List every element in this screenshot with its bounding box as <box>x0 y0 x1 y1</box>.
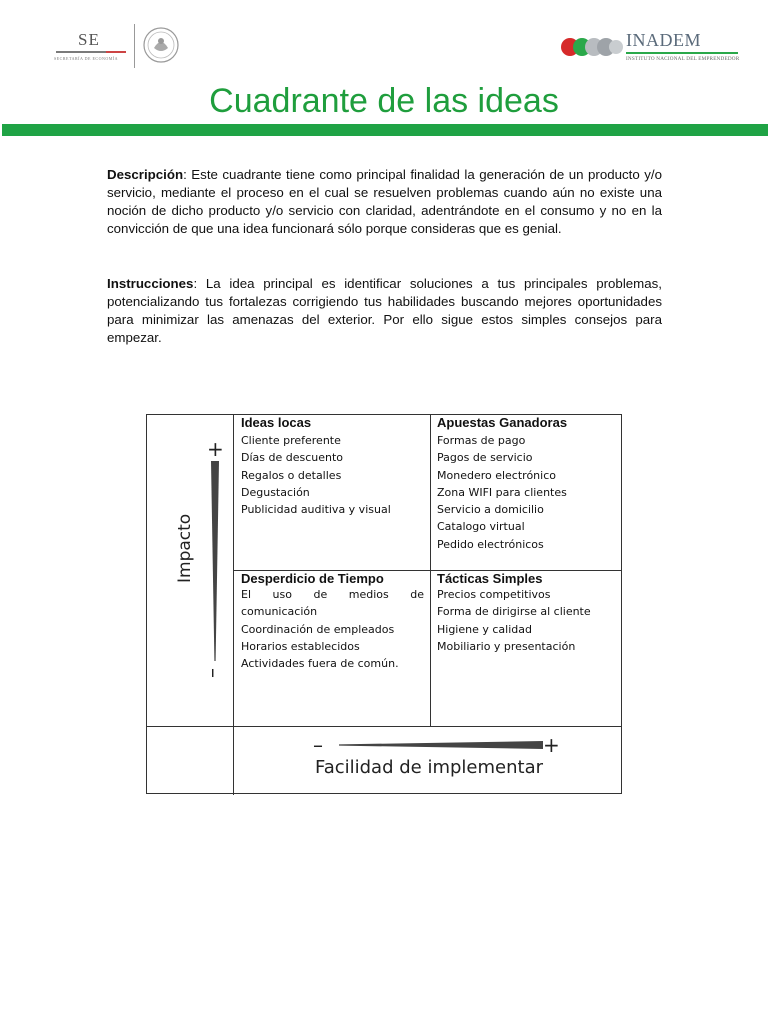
list-item: Formas de pago <box>437 434 526 447</box>
list-item: Precios competitivos <box>437 588 551 601</box>
inadem-logo <box>560 28 740 68</box>
axis-row-divider <box>147 726 622 727</box>
ideas-locas-list <box>241 432 391 518</box>
inadem-logo-subtitle: INSTITUTO NACIONAL DEL EMPRENDEDOR <box>626 56 740 62</box>
list-item: Actividades fuera de común. <box>241 657 399 671</box>
ease-minus-sign: – <box>313 733 323 757</box>
list-item: Zona WIFI para clientes <box>437 485 567 499</box>
list-item: comunicación <box>241 605 318 619</box>
impact-minus-sign: – <box>202 668 226 678</box>
word: El <box>241 588 252 601</box>
impact-wedge-arrow <box>211 461 219 661</box>
cell-title-tacticas-simples: Tácticas Simples <box>437 571 543 586</box>
desperdicio-de-tiempo-list <box>241 586 424 672</box>
list-item: Cliente preferente <box>241 434 341 447</box>
list-item: Pedido electrónicos <box>437 537 544 551</box>
quadrant-vertical-divider <box>430 415 431 727</box>
page-title: Cuadrante de las ideas <box>209 82 559 120</box>
impact-axis-label: Impacto <box>175 513 195 583</box>
list-item: Higiene y calidad <box>437 622 532 636</box>
cell-title-apuestas-ganadoras: Apuestas Ganadoras <box>437 415 568 430</box>
logo-divider <box>134 24 135 68</box>
word: uso <box>272 588 292 601</box>
word: de <box>313 588 328 601</box>
ease-wedge-arrow <box>339 741 543 749</box>
se-logo-bar <box>56 51 126 53</box>
inadem-logo-bar <box>626 52 738 54</box>
national-seal-icon <box>142 26 180 64</box>
list-item: Horarios establecidos <box>241 639 360 653</box>
list-item: Degustación <box>241 485 310 499</box>
list-item: Publicidad auditiva y visual <box>241 503 391 517</box>
description-text: : Este cuadrante tiene como principal finalidad la generación de un producto y/o servicio, mediante el proceso en el cual se resuelven problemas cuando aún no existe una noción de dicho producto y/o servicio con claridad, adentrándote en el consumo y no en la convicción de que una idea funcionará sólo porque consideras que es genial. <box>107 167 662 236</box>
list-item: Catalogo virtual <box>437 520 525 534</box>
list-item: Mobiliario y presentación <box>437 639 576 653</box>
cell-title-desperdicio-de-tiempo: Desperdicio de Tiempo <box>241 571 384 586</box>
list-item: Coordinación de empleados <box>241 622 395 636</box>
axis-column-divider <box>233 415 234 795</box>
se-logo <box>50 24 190 68</box>
apuestas-ganadoras-list <box>437 432 567 553</box>
inadem-circles-icon <box>560 30 624 62</box>
list-item: Días de descuento <box>241 451 344 465</box>
se-logo-text: SE <box>78 30 100 49</box>
description-label: Descripción <box>107 167 184 182</box>
word: medios <box>348 588 389 601</box>
instructions-text: : La idea principal es identificar soluciones a tus principales problemas, potencializando tus fortalezas corrigiendo tus habilidades buscando mejores oportunidades para minimizar las amenazas del exterior. Por ello sigue estos simples consejos para empezar. <box>107 276 662 345</box>
cell-title-ideas-locas: Ideas locas <box>241 415 312 430</box>
list-item: Servicio a domicilio <box>437 503 544 517</box>
list-item: Pagos de servicio <box>437 451 533 465</box>
word: de <box>410 588 424 601</box>
inadem-logo-name: INADEM <box>626 30 701 50</box>
se-logo-subtitle: SECRETARÍA DE ECONOMÍA <box>54 56 119 61</box>
instructions-label: Instrucciones <box>107 276 194 291</box>
list-item-justified <box>241 586 424 603</box>
title-divider-band <box>2 124 768 136</box>
ideas-quadrant <box>146 414 622 794</box>
tacticas-simples-list <box>437 586 591 655</box>
list-item: Regalos o detalles <box>241 468 342 482</box>
description-paragraph <box>107 166 662 238</box>
impact-plus-sign: + <box>207 437 224 461</box>
ease-plus-sign: + <box>543 733 560 757</box>
ease-axis-label: Facilidad de implementar <box>315 757 543 778</box>
list-item: Monedero electrónico <box>437 468 556 482</box>
list-item: Forma de dirigirse al cliente <box>437 605 591 619</box>
instructions-paragraph <box>107 275 662 347</box>
